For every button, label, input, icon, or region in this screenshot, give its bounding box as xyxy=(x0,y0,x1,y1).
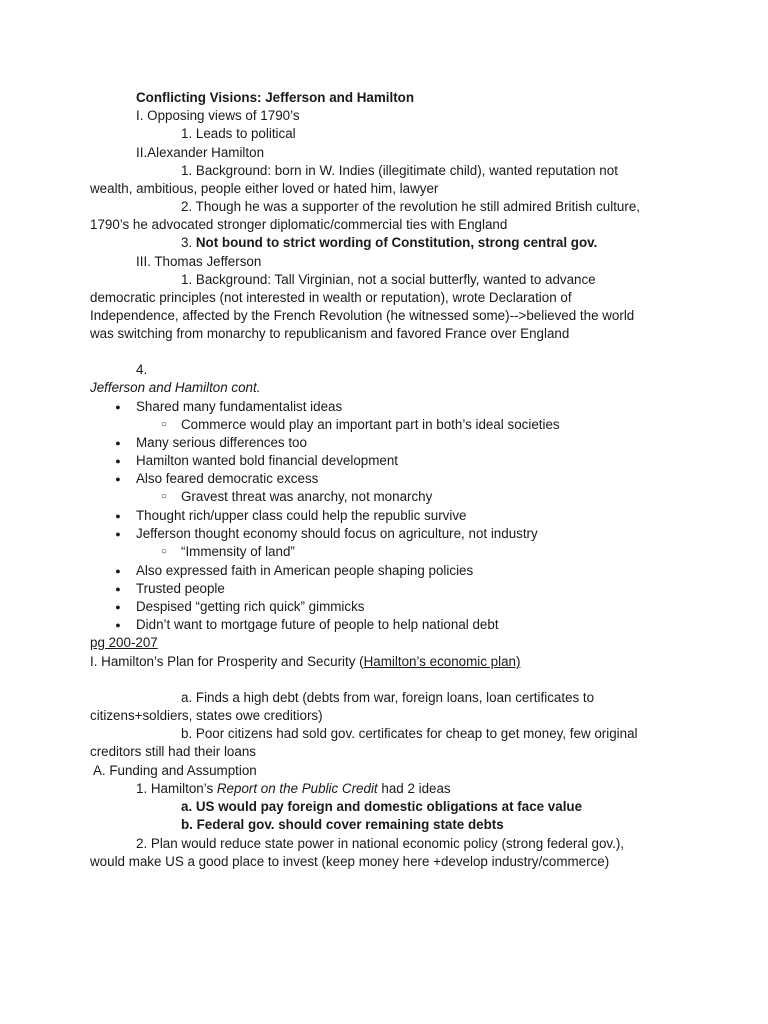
outline-item: 2. Plan would reduce state power in national economic policy (strong federal gov.), xyxy=(136,836,625,851)
page-title: Conflicting Visions: Jefferson and Hamilton xyxy=(136,90,415,105)
outline-item: 1. Background: born in W. Indies (illegitimate child), wanted reputation not xyxy=(181,163,618,178)
list-item: Also feared democratic excess xyxy=(136,471,319,486)
list-item: Thought rich/upper class could help the republic survive xyxy=(136,508,467,523)
page-reference: pg 200-207 xyxy=(90,635,158,650)
bullet-icon: ● xyxy=(115,511,121,521)
outline-item: a. US would pay foreign and domestic obligations at face value xyxy=(181,799,583,814)
item-number: 3. xyxy=(181,235,196,250)
list-item: Shared many fundamentalist ideas xyxy=(136,399,343,414)
section-heading: Jefferson and Hamilton cont. xyxy=(90,380,261,395)
outline-item: Independence, affected by the French Revolution (he witnessed some)-->believed the world xyxy=(90,308,635,323)
outline-item: I. Opposing views of 1790’s xyxy=(136,108,300,123)
list-item: Commerce would play an important part in both’s ideal societies xyxy=(181,417,560,432)
list-item: Gravest threat was anarchy, not monarchy xyxy=(181,489,433,504)
outline-item: wealth, ambitious, people either loved or hated him, lawyer xyxy=(90,181,439,196)
bullet-icon: ● xyxy=(115,438,121,448)
bullet-icon: ● xyxy=(115,474,121,484)
subsection-heading: A. Funding and Assumption xyxy=(90,763,257,778)
section-heading xyxy=(90,653,668,671)
sub-bullet-icon: ○ xyxy=(160,491,168,502)
item-text: had 2 ideas xyxy=(377,781,451,796)
outline-item xyxy=(181,234,668,252)
sub-bullet-icon: ○ xyxy=(160,546,168,557)
bullet-icon: ● xyxy=(115,566,121,576)
list-item: Also expressed faith in American people shaping policies xyxy=(136,563,474,578)
outline-item: a. Finds a high debt (debts from war, foreign loans, loan certificates to xyxy=(181,690,595,705)
list-item: Hamilton wanted bold financial development xyxy=(136,453,399,468)
outline-item: 4. xyxy=(136,362,148,377)
heading-text: I. Hamilton’s Plan for Prosperity and Security ( xyxy=(90,654,364,669)
sub-bullet-icon: ○ xyxy=(160,419,168,430)
list-item: Jefferson thought economy should focus on agriculture, not industry xyxy=(136,526,538,541)
outline-item: was switching from monarchy to republicanism and favored France over England xyxy=(90,326,570,341)
list-item: Trusted people xyxy=(136,581,225,596)
outline-item: citizens+soldiers, states owe creditiors) xyxy=(90,708,323,723)
outline-item: 1790’s he advocated stronger diplomatic/commercial ties with England xyxy=(90,217,508,232)
bullet-icon: ● xyxy=(115,402,121,412)
list-item: Despised “getting rich quick” gimmicks xyxy=(136,599,365,614)
bold-text: Not bound to strict wording of Constitution, strong central gov. xyxy=(195,235,598,250)
outline-item: creditors still had their loans xyxy=(90,744,256,759)
outline-item: b. Federal gov. should cover remaining state debts xyxy=(181,817,504,832)
list-item: Didn’t want to mortgage future of people to help national debt xyxy=(136,617,499,632)
outline-item: 2. Though he was a supporter of the revolution he still admired British culture, xyxy=(181,199,641,214)
economic-plan-link[interactable]: Hamilton’s economic plan) xyxy=(363,654,521,669)
outline-item: democratic principles (not interested in wealth or reputation), wrote Declaration of xyxy=(90,290,572,305)
list-item: “Immensity of land” xyxy=(181,544,295,559)
outline-item xyxy=(136,780,668,798)
outline-item: III. Thomas Jefferson xyxy=(136,254,262,269)
outline-item: 1. Background: Tall Virginian, not a social butterfly, wanted to advance xyxy=(181,272,596,287)
outline-item: 1. Leads to political xyxy=(181,126,296,141)
bullet-icon: ● xyxy=(115,620,121,630)
bullet-icon: ● xyxy=(115,456,121,466)
outline-item: II.Alexander Hamilton xyxy=(136,145,265,160)
outline-item: b. Poor citizens had sold gov. certificates for cheap to get money, few original xyxy=(181,726,638,741)
bullet-icon: ● xyxy=(115,584,121,594)
italic-title: Report on the Public Credit xyxy=(216,781,378,796)
list-item: Many serious differences too xyxy=(136,435,307,450)
item-text: 1. Hamilton’s xyxy=(136,781,217,796)
outline-item: would make US a good place to invest (keep money here +develop industry/commerce) xyxy=(90,854,610,869)
bullet-icon: ● xyxy=(115,602,121,612)
bullet-icon: ● xyxy=(115,529,121,539)
